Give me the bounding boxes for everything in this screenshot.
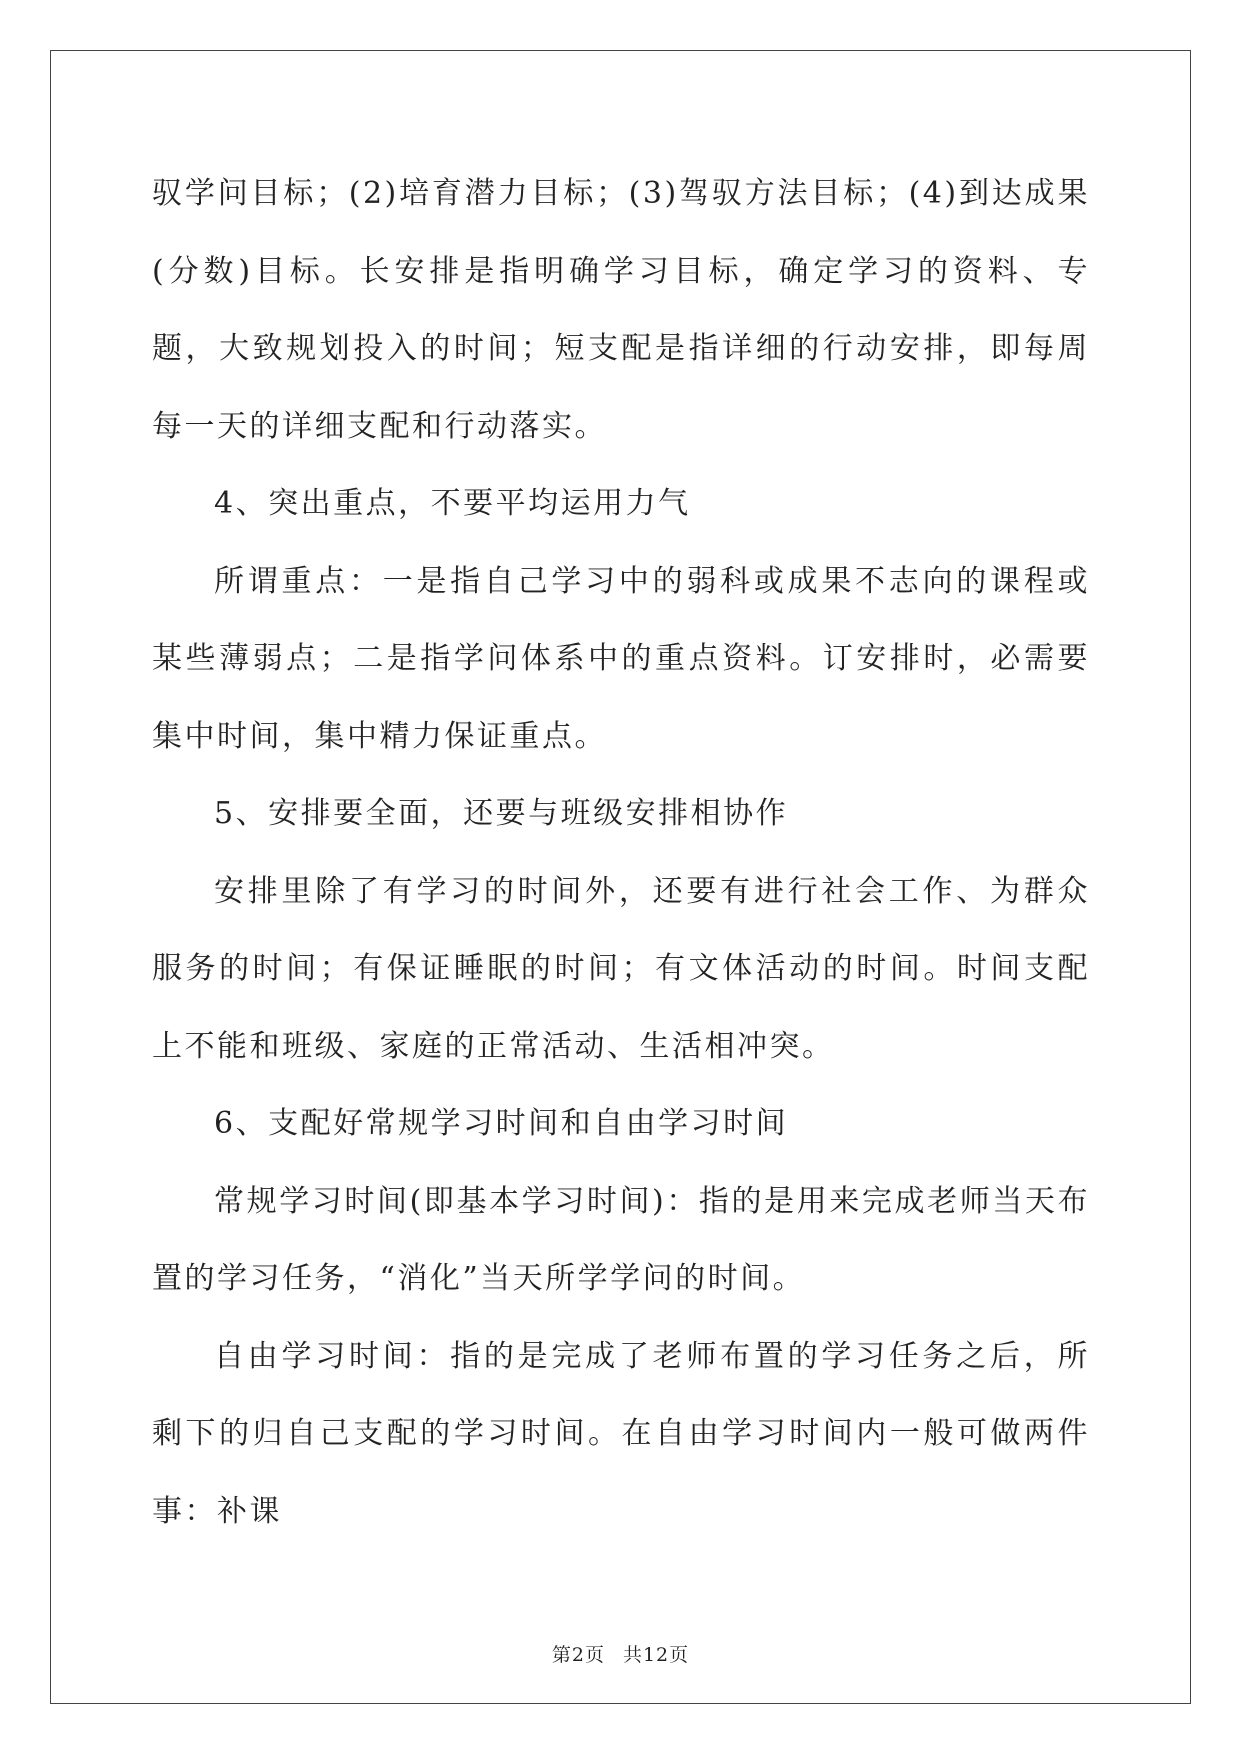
heading-6: 6、支配好常规学习时间和自由学习时间	[214, 1106, 789, 1141]
heading-4: 4、突出重点，不要平均运用力气	[214, 486, 691, 521]
heading-5: 5、安排要全面，还要与班级安排相协作	[214, 796, 789, 831]
paragraph-1: 驭学问目标；(2)培育潜力目标；(3)驾驭方法目标；(4)到达成果(分数)目标。长安排是指明确学习目标，确定学习的资料、专题，大致规划投入的时间；短支配是指详细的行动安排，即每周每一天的详细支配和行动落实。	[152, 176, 1090, 444]
paragraph-2: 所谓重点：一是指自己学习中的弱科或成果不志向的课程或某些薄弱点；二是指学问体系中的重点资料。订安排时，必需要集中时间，集中精力保证重点。	[152, 563, 1090, 754]
paragraph-5: 自由学习时间：指的是完成了老师布置的学习任务之后，所剩下的归自己支配的学习时间。在自由学习时间内一般可做两件事：补课	[152, 1338, 1090, 1529]
current-page-number: 第2页	[551, 1644, 605, 1666]
total-page-count: 共12页	[622, 1644, 690, 1666]
paragraph-3: 安排里除了有学习的时间外，还要有进行社会工作、为群众服务的时间；有保证睡眠的时间；有文体活动的时间。时间支配上不能和班级、家庭的正常活动、生活相冲突。	[152, 873, 1090, 1064]
paragraph-4: 常规学习时间(即基本学习时间)：指的是用来完成老师当天布置的学习任务，“消化”当天所学学问的时间。	[152, 1183, 1090, 1296]
page-footer	[0, 1640, 1241, 1667]
document-body	[152, 155, 1090, 1550]
